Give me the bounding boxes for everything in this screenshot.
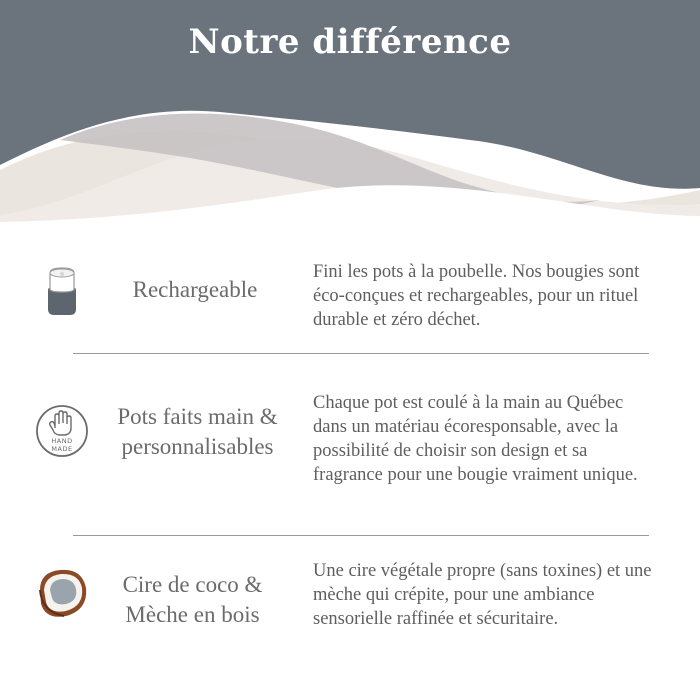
page-title: Notre différence [188,22,512,62]
feature-row-rechargeable [0,255,700,355]
feature-title: Cire de coco & Mèche en bois [122,572,263,627]
feature-description: Chaque pot est coulé à la main au Québec dans un matériau écoresponsable, avec la possibilité de choisir son design et sa fragrance pour une bougie vraiment unique. [313,393,638,485]
feature-description: Fini les pots à la poubelle. Nos bougies sont éco-conçues et rechargeables, pour un rituel durable et zéro déchet. [313,262,640,330]
coconut-icon [36,566,90,624]
header-banner [0,0,700,230]
feature-row-handmade [0,390,700,530]
feature-title: Rechargeable [132,277,258,302]
handmade-badge-icon [35,404,89,462]
divider [73,535,649,536]
divider [73,353,649,354]
feature-row-coconut [0,558,700,668]
svg-text:MADE: MADE [51,445,73,453]
refill-jar-icon [44,265,80,321]
svg-text:HAND: HAND [51,437,73,445]
feature-description: Une cire végétale propre (sans toxines) et une mèche qui crépite, pour une ambiance sensorielle raffinée et sécuritaire. [313,561,652,629]
feature-title: Pots faits main & personnalisables [117,404,278,459]
